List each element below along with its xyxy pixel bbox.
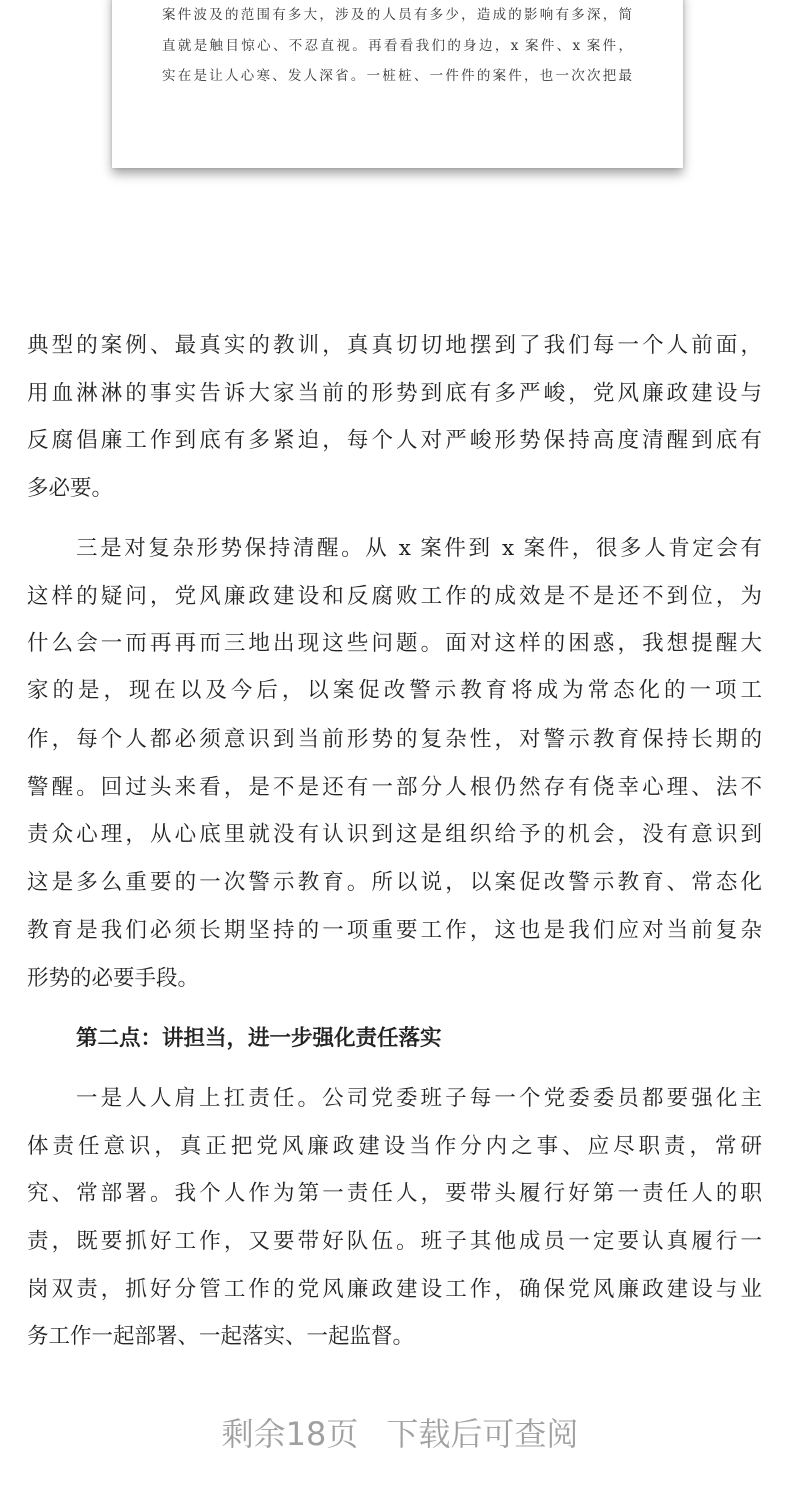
text-line: 家的是，现在以及今后，以案促改警示教育将成为常态化的一项工 (27, 678, 762, 703)
text-line: 形势的必要手段。 (27, 966, 200, 991)
text-line: 责，既要抓好工作，又要带好队伍。班子其他成员一定要认真履行一 (27, 1229, 762, 1254)
download-to-view-label[interactable]: 下载后可查阅 (386, 1415, 579, 1453)
text-line: 多必要。 (27, 476, 114, 501)
text-line: 反腐倡廉工作到底有多紧迫，每个人对严峻形势保持高度清醒到底有 (27, 428, 762, 453)
text-line: 务工作一起部署、一起落实、一起监督。 (27, 1324, 415, 1349)
text-line: 用血淋淋的事实告诉大家当前的形势到底有多严峻，党风廉政建设与 (27, 381, 762, 406)
remaining-pages-label: 剩余18页 (221, 1415, 359, 1453)
preview-line: 实在是让人心寒、发人深省。一桩桩、一件件的案件，也一次次把最 (162, 68, 632, 84)
text-line: 这是多么重要的一次警示教育。所以说，以案促改警示教育、常态化 (27, 870, 762, 895)
text-line: 责众心理，从心底里就没有认识到这是组织给予的机会，没有意识到 (27, 822, 762, 847)
section-heading: 第二点：讲担当，进一步强化责任落实 (76, 1026, 442, 1051)
text-line: 究、常部署。我个人作为第一责任人，要带头履行好第一责任人的职 (27, 1181, 762, 1206)
text-line: 一是人人肩上扛责任。公司党委班子每一个党委委员都要强化主 (76, 1086, 762, 1111)
text-line: 什么会一而再再而三地出现这些问题。面对这样的困惑，我想提醒大 (27, 631, 762, 656)
text-line: 典型的案例、最真实的教训，真真切切地摆到了我们每一个人前面， (27, 333, 762, 358)
text-line: 体责任意识，真正把党风廉政建设当作分内之事、应尽职责，常研 (27, 1134, 762, 1159)
download-prompt[interactable] (0, 1412, 800, 1456)
text-line: 这样的疑问，党风廉政建设和反腐败工作的成效是不是还不到位，为 (27, 584, 762, 609)
text-line: 作，每个人都必须意识到当前形势的复杂性，对警示教育保持长期的 (27, 727, 762, 752)
text-line: 岗双责，抓好分管工作的党风廉政建设工作，确保党风廉政建设与业 (27, 1277, 762, 1302)
preview-line: 直就是触目惊心、不忍直视。再看看我们的身边，x 案件、x 案件， (162, 38, 632, 54)
text-line: 教育是我们必须长期坚持的一项重要工作，这也是我们应对当前复杂 (27, 918, 762, 943)
text-line: 警醒。回过头来看，是不是还有一部分人根仍然存有侥幸心理、法不 (27, 775, 762, 800)
page-preview-card (112, 0, 683, 168)
text-line: 三是对复杂形势保持清醒。从 x 案件到 x 案件，很多人肯定会有 (76, 536, 762, 561)
preview-line: 案件波及的范围有多大，涉及的人员有多少，造成的影响有多深，简 (162, 7, 632, 23)
